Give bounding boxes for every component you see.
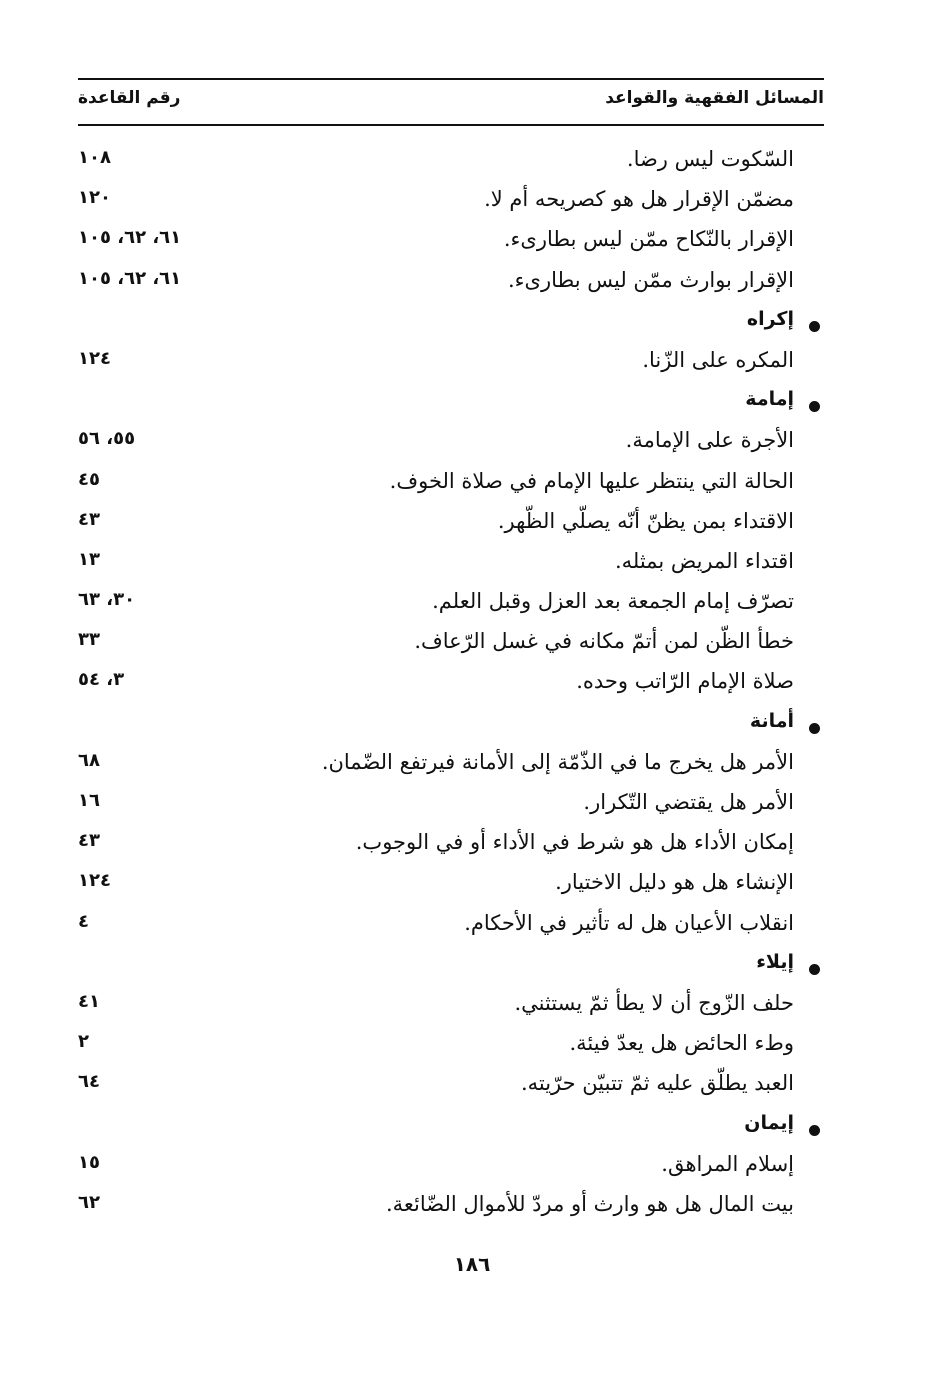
index-entry: [78, 786, 824, 826]
entry-text: وطء الحائض هل يعدّ فيئة.: [569, 1031, 794, 1056]
header-title: المسائل الفقهية والقواعد: [605, 88, 824, 108]
rule-reference: ٣٣: [78, 629, 100, 651]
index-entry: [78, 1027, 824, 1067]
section-title: إيمان: [744, 1111, 794, 1134]
entry-text: السّكوت ليس رضا.: [626, 147, 794, 171]
section-heading: [78, 384, 824, 424]
entry-text: الإنشاء هل هو دليل الاختيار.: [555, 870, 794, 895]
index-entry: [78, 987, 824, 1027]
rule-reference: ٦٢: [78, 1191, 100, 1213]
section-title: أمانة: [749, 709, 794, 732]
rule-reference: ١٢٤: [78, 870, 111, 892]
page-number: ١٨٦: [453, 1252, 491, 1276]
rule-reference: ٣٠، ٦٣: [78, 589, 136, 611]
index-entry: [78, 344, 824, 384]
entry-text: العبد يطلّق عليه ثمّ تتبيّن حرّيته.: [520, 1071, 794, 1096]
rule-reference: ٤١: [78, 990, 100, 1012]
entry-text: الإقرار بالنّكاح ممّن ليس بطارىء.: [503, 227, 794, 252]
entry-text: اقتداء المريض بمثله.: [614, 548, 794, 573]
index-entry: [78, 826, 824, 866]
rule-reference: ٤: [78, 910, 89, 932]
section-heading: [78, 1108, 824, 1148]
entry-text: حلف الزّوج أن لا يطأ ثمّ يستثني.: [514, 990, 794, 1015]
section-heading: [78, 947, 824, 987]
rule-reference: ٦١، ٦٢، ١٠٥: [78, 267, 182, 289]
entry-text: خطأ الظّن لمن أتمّ مكانه في غسل الرّعاف.: [414, 629, 794, 654]
rule-reference: ١٥: [78, 1151, 100, 1173]
index-entry: [78, 625, 824, 665]
index-entries: [78, 143, 824, 1228]
entry-text: الإقرار بوارث ممّن ليس بطارىء.: [507, 267, 794, 292]
bullet-icon: [809, 321, 820, 332]
index-entry: [78, 585, 824, 625]
rule-reference: ٣، ٥٤: [78, 669, 125, 691]
rule-reference: ٤٥: [78, 468, 100, 490]
index-entry: [78, 545, 824, 585]
rule-reference: ٦٨: [78, 749, 100, 771]
bullet-icon: [809, 964, 820, 975]
section-heading: [78, 706, 824, 746]
index-entry: [78, 746, 824, 786]
rule-reference: ٤٣: [78, 830, 100, 852]
entry-text: إمكان الأداء هل هو شرط في الأداء أو في الوجوب.: [355, 830, 794, 855]
entry-text: الاقتداء بمن يظنّ أنّه يصلّي الظّهر.: [497, 508, 794, 533]
index-entry: [78, 1067, 824, 1107]
running-header: [78, 80, 824, 124]
index-entry: [78, 505, 824, 545]
bullet-icon: [809, 401, 820, 412]
section-title: إكراه: [746, 307, 794, 330]
entry-text: بيت المال هل هو وارث أو مردّ للأموال الضّائعة.: [385, 1191, 794, 1216]
section-title: إمامة: [745, 388, 794, 411]
entry-text: تصرّف إمام الجمعة بعد العزل وقبل العلم.: [432, 589, 794, 614]
index-entry: [78, 1188, 824, 1228]
entry-text: انقلاب الأعيان هل له تأثير في الأحكام.: [464, 910, 794, 935]
header-reference-column: رقم القاعدة: [78, 88, 181, 108]
rule-reference: ١٣: [78, 548, 100, 570]
rule-reference: ١٦: [78, 790, 100, 811]
bullet-icon: [809, 723, 820, 734]
index-entry: [78, 465, 824, 505]
index-entry: [78, 183, 824, 223]
section-heading: [78, 304, 824, 344]
index-entry: [78, 907, 824, 947]
index-entry: [78, 665, 824, 705]
section-title: إيلاء: [756, 950, 794, 973]
entry-text: الأمر هل يقتضي التّكرار.: [583, 790, 794, 814]
rule-reference: ٤٣: [78, 508, 100, 530]
entry-text: صلاة الإمام الرّاتب وحده.: [576, 669, 794, 694]
index-entry: [78, 424, 824, 464]
index-entry: [78, 223, 824, 263]
rule-reference: ١٢٤: [78, 347, 111, 369]
entry-text: إسلام المراهق.: [661, 1151, 794, 1176]
rule-reference: ٢: [78, 1031, 89, 1053]
index-entry: [78, 1148, 824, 1188]
entry-text: الأمر هل يخرج ما في الذّمّة إلى الأمانة فيرتفع الضّمان.: [321, 749, 794, 774]
bullet-icon: [809, 1125, 820, 1136]
entry-text: الأجرة على الإمامة.: [625, 428, 794, 453]
rule-reference: ٦١، ٦٢، ١٠٥: [78, 227, 182, 249]
entry-text: مضمّن الإقرار هل هو كصريحه أم لا.: [484, 187, 794, 212]
rule-reference: ٥٥، ٥٦: [78, 428, 136, 450]
index-entry: [78, 143, 824, 183]
page-header-area: [78, 78, 824, 126]
index-entry: [78, 866, 824, 906]
entry-text: المكره على الزّنا.: [642, 347, 794, 372]
index-entry: [78, 264, 824, 304]
header-bottom-rule: [78, 124, 824, 126]
entry-text: الحالة التي ينتظر عليها الإمام في صلاة الخوف.: [389, 468, 794, 493]
rule-reference: ١٢٠: [78, 187, 111, 209]
rule-reference: ٦٤: [78, 1071, 100, 1093]
rule-reference: ١٠٨: [78, 147, 111, 168]
